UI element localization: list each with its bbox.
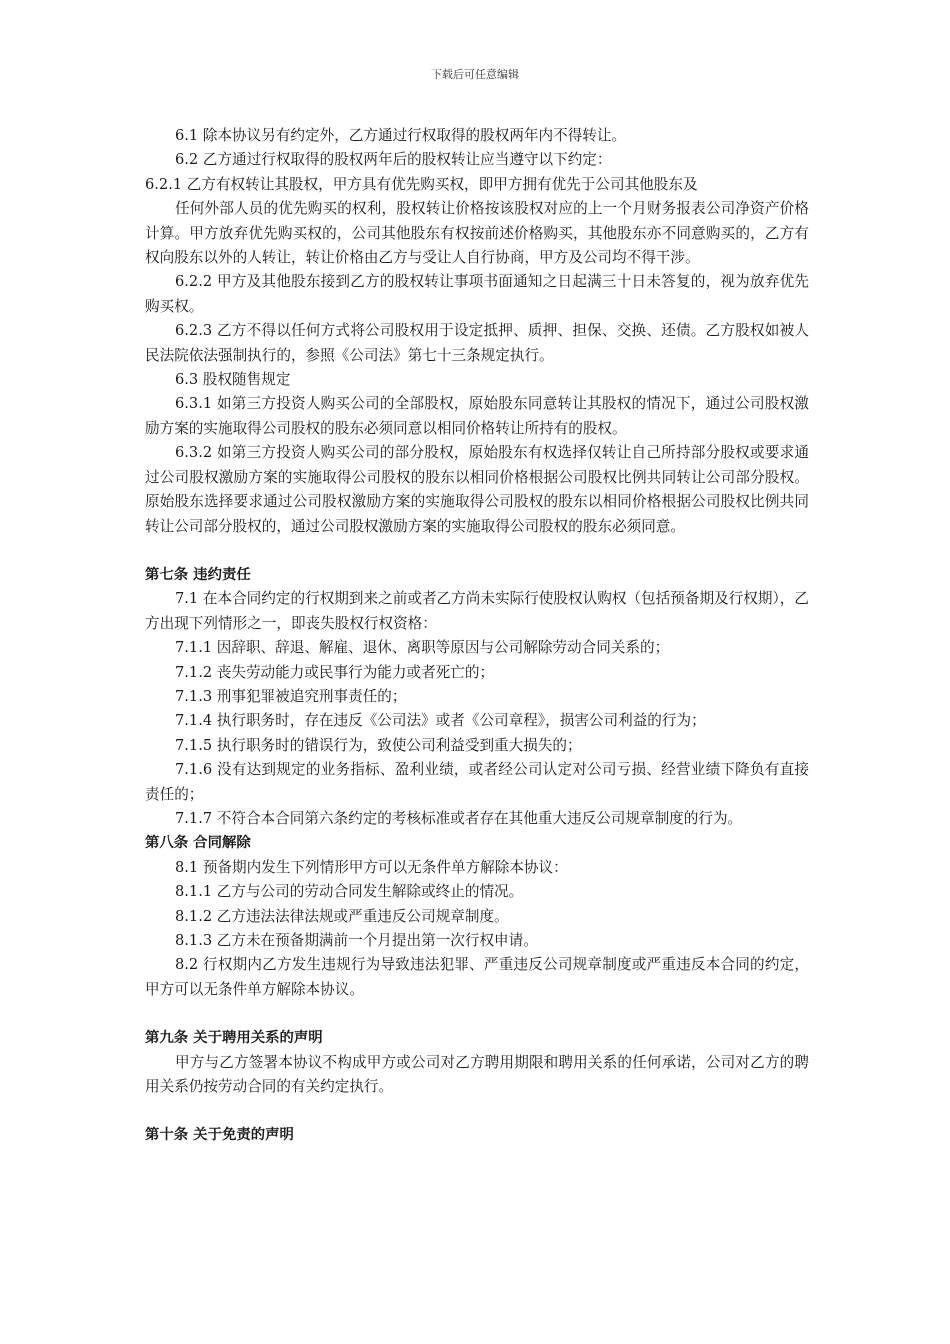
paragraph: 7.1.2 丧失劳动能力或民事行为能力或者死亡的； — [175, 663, 495, 681]
paragraph: 7.1.5 执行职务时的错误行为，致使公司利益受到重大损失的； — [175, 736, 582, 754]
paragraph-spacer — [145, 1002, 809, 1026]
paragraph-spacer — [145, 1099, 809, 1123]
paragraph: 7.1.7 不符合本合同第六条约定的考核标准或者存在其他重大违反公司规章制度的行为。 — [175, 809, 743, 827]
paragraph: 8.1.2 乙方违法法律法规或严重违反公司规章制度。 — [175, 907, 509, 925]
paragraph: 8.1 预备期内发生下列情形甲方可以无条件单方解除本协议： — [175, 858, 568, 876]
paragraph: 6.2.1 乙方有权转让其股权，甲方具有优先购买权，即甲方拥有优先于公司其他股东及 — [145, 175, 698, 193]
section-heading: 第九条 关于聘用关系的声明 — [145, 1030, 323, 1047]
paragraph: 8.1.1 乙方与公司的劳动合同发生解除或终止的情况。 — [175, 883, 524, 901]
paragraph: 任何外部人员的优先购买的权利，股权转让价格按该股权对应的上一个月财务报表公司净资产价格计算。甲方放弃优先购买权的，公司其他股东有权按前述价格购买，其他股东亦不同意购买的，乙方有权向股东以外的人转让，转让价格由乙方与受让人自行协商，甲方及公司均不得干涉。 — [145, 200, 809, 267]
paragraph: 7.1.1 因辞职、辞退、解雇、退休、离职等原因与公司解除劳动合同关系的； — [175, 639, 670, 657]
paragraph: 6.1 除本协议另有约定外，乙方通过行权取得的股权两年内不得转让。 — [175, 127, 627, 144]
paragraph: 6.2 乙方通过行权取得的股权两年后的股权转让应当遵守以下约定： — [175, 151, 612, 169]
section-heading: 第十条 关于免责的声明 — [145, 1127, 294, 1144]
paragraph: 8.1.3 乙方未在预备期满前一个月提出第一次行权申请。 — [175, 932, 538, 949]
document-body — [145, 124, 809, 1148]
page-header: 下载后可任意编辑 — [431, 68, 519, 81]
paragraph: 6.2.2 甲方及其他股东接到乙方的股权转让事项书面通知之日起满三十日未答复的，视为放弃优先购买权。 — [145, 273, 809, 315]
paragraph: 7.1.3 刑事犯罪被追究刑事责任的； — [175, 687, 407, 705]
paragraph-spacer — [145, 539, 809, 563]
paragraph: 8.2 行权期内乙方发生违规行为导致违法犯罪、严重违反公司规章制度或严重违反本合同的约定，甲方可以无条件单方解除本协议。 — [145, 956, 809, 998]
paragraph: 6.3.1 如第三方投资人购买公司的全部股权，原始股东同意转让其股权的情况下，通过公司股权激励方案的实施取得公司股权的股东必须同意以相同价格转让所持有的股权。 — [145, 395, 809, 437]
paragraph: 6.3.2 如第三方投资人购买公司的部分股权，原始股东有权选择仅转让自己所持部分股权或要求通过公司股权激励方案的实施取得公司股权的股东以相同价格根据公司股权比例共同转让公司部分股权。原始股东选择要求通过公司股权激励方案的实施取得公司股权的股东以相同价格根据公司股权比例共同转让公司部分股权的，通过公司股权激励方案的实施取得公司股权的股东必须同意。 — [145, 444, 809, 535]
section-heading: 第七条 违约责任 — [145, 566, 251, 583]
paragraph: 6.3 股权随售规定 — [175, 371, 291, 389]
section-heading: 第八条 合同解除 — [145, 835, 251, 852]
paragraph: 甲方与乙方签署本协议不构成甲方或公司对乙方聘用期限和聘用关系的任何承诺，公司对乙方的聘用关系仍按劳动合同的有关约定执行。 — [145, 1053, 809, 1096]
paragraph: 7.1 在本合同约定的行权期到来之前或者乙方尚未实际行使股权认购权（包括预备期及行权期），乙方出现下列情形之一，即丧失股权行权资格： — [145, 590, 809, 632]
paragraph: 7.1.4 执行职务时，存在违反《公司法》或者《公司章程》，损害公司利益的行为； — [175, 712, 706, 730]
paragraph: 6.2.3 乙方不得以任何方式将公司股权用于设定抵押、质押、担保、交换、还债。乙方股权如被人民法院依法强制执行的，参照《公司法》第七十三条规定执行。 — [145, 322, 809, 364]
paragraph: 7.1.6 没有达到规定的业务指标、盈利业绩，或者经公司认定对公司亏损、经营业绩下降负有直接责任的； — [145, 761, 809, 803]
